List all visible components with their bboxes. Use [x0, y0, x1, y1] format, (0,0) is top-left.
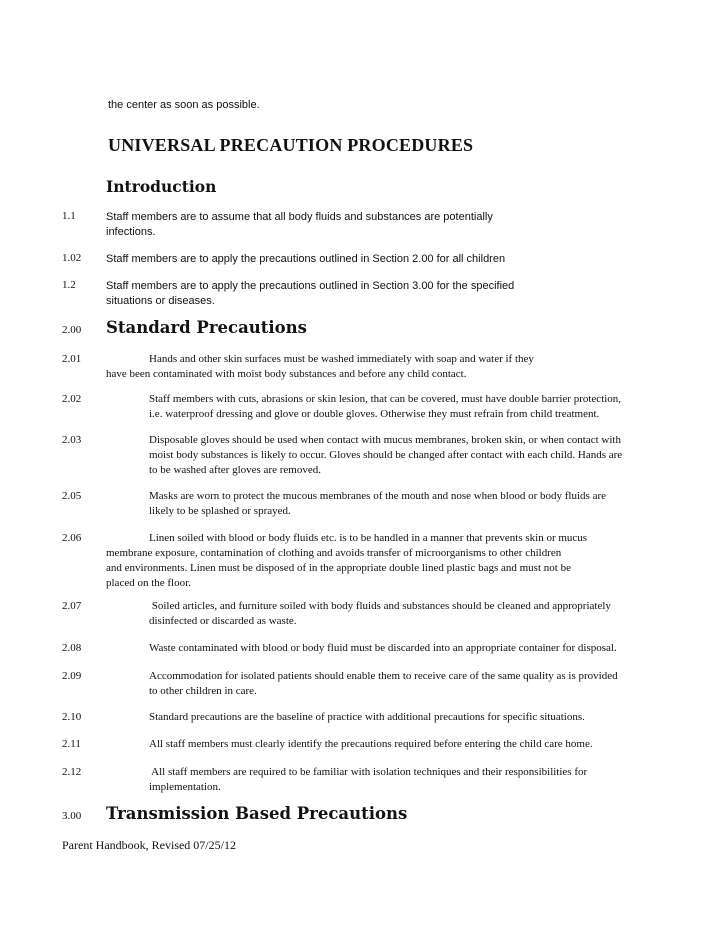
item-number: 2.09 — [62, 670, 82, 682]
item-text: Staff members are to assume that all body fluids and substances are potentially — [106, 211, 493, 223]
item-text: to be washed after gloves are removed. — [149, 464, 321, 476]
section-number: 3.00 — [62, 810, 82, 822]
item-text: situations or diseases. — [106, 295, 215, 307]
item-text: have been contaminated with moist body substances and before any child contact. — [106, 368, 467, 380]
item-text: All staff members must clearly identify the precautions required before entering the child care home. — [149, 738, 593, 750]
item-number: 2.10 — [62, 711, 82, 723]
continuation-text: the center as soon as possible. — [108, 99, 260, 111]
item-number: 1.2 — [62, 279, 76, 291]
item-text: Disposable gloves should be used when contact with mucus membranes, broken skin, or when contact with — [149, 434, 621, 446]
item-text: Hands and other skin surfaces must be washed immediately with soap and water if they — [149, 353, 534, 365]
section-number: 2.00 — [62, 324, 82, 336]
main-title: UNIVERSAL PRECAUTION PROCEDURES — [108, 135, 474, 155]
item-text: Accommodation for isolated patients should enable them to receive care of the same quality as is provided — [149, 670, 618, 682]
item-text: Soiled articles, and furniture soiled with body fluids and substances should be cleaned and appropriately — [149, 600, 611, 612]
item-number: 2.01 — [62, 353, 82, 365]
item-text: i.e. waterproof dressing and glove or double gloves. Otherwise they must refrain from child treatment. — [149, 408, 600, 420]
item-text: placed on the floor. — [106, 577, 191, 589]
item-number: 2.12 — [62, 766, 82, 778]
item-text: Staff members are to apply the precautions outlined in Section 3.00 for the specified — [106, 280, 515, 292]
item-text: and environments. Linen must be disposed of in the appropriate double lined plastic bags and must not be — [106, 562, 571, 574]
item-number: 2.05 — [62, 490, 82, 502]
standard-heading: Standard Precautions — [106, 318, 307, 337]
item-text: Masks are worn to protect the mucous membranes of the mouth and nose when blood or body fluids are — [149, 490, 607, 502]
item-text: implementation. — [149, 781, 221, 793]
item-number: 2.07 — [62, 600, 82, 612]
transmission-heading: Transmission Based Precautions — [106, 804, 408, 823]
item-number: 2.03 — [62, 434, 82, 446]
item-text: All staff members are required to be familiar with isolation techniques and their responsibilities for — [149, 766, 588, 778]
item-text: moist body substances is likely to occur. Gloves should be changed after contact with each child. Hands are — [149, 449, 623, 461]
item-text: membrane exposure, contamination of clothing and avoids transfer of microorganisms to other children — [106, 547, 562, 559]
item-number: 2.08 — [62, 642, 82, 654]
item-text: infections. — [106, 226, 156, 238]
item-text: Staff members with cuts, abrasions or skin lesion, that can be covered, must have double barrier protection, — [149, 393, 622, 405]
item-text: to other children in care. — [149, 685, 257, 697]
item-text: Staff members are to apply the precautions outlined in Section 2.00 for all children — [106, 253, 506, 265]
item-number: 2.06 — [62, 532, 82, 544]
item-number: 1.02 — [62, 252, 82, 264]
item-text: Waste contaminated with blood or body fluid must be discarded into an appropriate container for disposal. — [149, 642, 617, 654]
item-text: disinfected or discarded as waste. — [149, 615, 297, 627]
item-number: 2.02 — [62, 393, 82, 405]
page-footer: Parent Handbook, Revised 07/25/12 — [62, 838, 236, 852]
item-text: likely to be splashed or sprayed. — [149, 505, 291, 517]
item-text: Linen soiled with blood or body fluids etc. is to be handled in a manner that prevents skin or mucus — [149, 532, 588, 544]
item-text: Standard precautions are the baseline of practice with additional precautions for specific situations. — [149, 711, 585, 723]
item-number: 1.1 — [62, 210, 76, 222]
item-number: 2.11 — [62, 738, 81, 750]
intro-heading: Introduction — [106, 177, 217, 196]
